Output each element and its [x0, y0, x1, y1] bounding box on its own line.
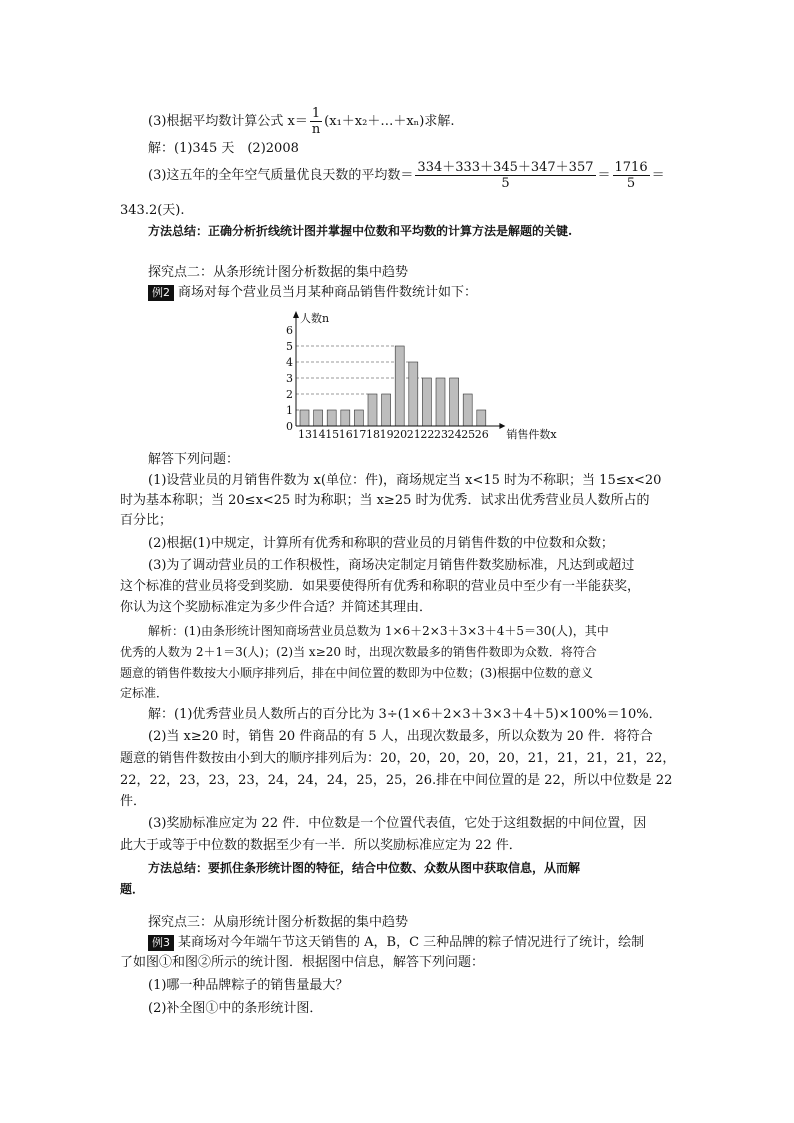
q1-line-1: (1)设营业员的月销售件数为 x(单位：件)，商场规定当 x<15 时为不称职；当 15≤x<20 — [148, 473, 662, 488]
solution-2-line-2: 题意的销售件数按由小到大的顺序排列后为：20，20，20，20，20，21，21，21，21，22， — [120, 751, 676, 766]
calc-fraction-1: $\frac{334+333+345+347+357}{5}$ — [417, 160, 594, 191]
example-2-badge: 例2 — [148, 285, 174, 301]
solution-2-line-3: 22，22，23，23，23，24，24，24，25，25，26.排在中间位置的是 22，所以中位数是 22 — [120, 773, 673, 788]
analysis-line-1: 解析：(1)由条形统计图知商场营业员总数为 1×6＋2×3＋3×3＋4＋5＝30(人)，其中 — [148, 624, 609, 638]
x-tick-label: 16 — [338, 428, 353, 441]
x-axis-arrow — [499, 423, 505, 429]
x-tick-label: 17 — [352, 428, 367, 441]
bar-22 — [422, 378, 431, 426]
formula-line — [148, 106, 455, 137]
y-tick-label: 3 — [286, 372, 293, 385]
answer-line: 解：(1)345 天 (2)2008 — [148, 141, 299, 156]
bar-25 — [463, 394, 472, 426]
bar-18 — [368, 394, 377, 426]
calc-fraction-2: $\frac{1716}{5}$ — [614, 160, 648, 191]
example-3-line-2: 了如图①和图②所示的统计图．根据图中信息，解答下列问题： — [120, 955, 485, 970]
summary-1: 方法总结：正确分析折线统计图并掌握中位数和平均数的计算方法是解题的关键. — [148, 224, 573, 238]
x-tick-label: 20 — [393, 428, 408, 441]
calc-result: 343.2(天). — [120, 203, 185, 218]
solution-2-line-1: (2)当 x≥20 时，销售 20 件商品的有 5 人，出现次数最多，所以众数为 20 件．将符合 — [148, 729, 653, 744]
analysis-line-3: 题意的销售件数按大小顺序排列后，排在中间位置的数即为中位数；(3)根据中位数的意义 — [120, 666, 594, 680]
bar-26 — [477, 410, 486, 426]
formula-suffix: (x₁＋x₂＋…＋xₙ)求解. — [324, 114, 455, 129]
x-tick-label: 18 — [366, 428, 380, 441]
part3-q2: (2)补全图①中的条形统计图． — [148, 1001, 323, 1016]
part3-q1: (1)哪一种品牌粽子的销售量最大？ — [148, 978, 349, 993]
y-tick-label: 5 — [286, 340, 293, 353]
x-tick-label: 24 — [447, 428, 462, 441]
example-3-badge: 例3 — [148, 935, 174, 951]
x-tick-label: 21 — [406, 428, 421, 441]
formula-prefix: (3)根据平均数计算公式 x＝ — [148, 114, 308, 129]
solution-3-line-1: (3)奖励标准应定为 22 件．中位数是一个位置代表值，它处于这组数据的中间位置，因 — [148, 816, 647, 831]
analysis-line-2: 优秀的人数为 2＋1＝3(人)；(2)当 x≥20 时，出现次数最多的销售件数即为众数．将符合 — [120, 645, 597, 659]
bar-21 — [409, 362, 418, 426]
y-tick-label: 0 — [286, 420, 293, 433]
y-axis-arrow — [293, 311, 299, 318]
bar-23 — [436, 378, 445, 426]
bar-15 — [327, 410, 336, 426]
analysis-line-4: 定标准． — [120, 686, 169, 700]
formula-fraction: $\frac{1}{n}$ — [311, 106, 321, 137]
bar-19 — [382, 394, 391, 426]
y-tick-label: 2 — [286, 388, 293, 401]
q3-line-2: 这个标准的营业员将受到奖励．如果要使得所有优秀和称职的营业员中至少有一半能获奖， — [120, 579, 641, 594]
x-axis-label: 销售件数x — [506, 428, 557, 441]
y-tick-label: 6 — [286, 324, 293, 337]
section-heading-3: 探究点三：从扇形统计图分析数据的集中趋势 — [148, 915, 409, 930]
q1-line-3: 百分比； — [120, 513, 173, 528]
x-tick-label: 22 — [420, 428, 435, 441]
y-axis-label: 人数n — [300, 312, 330, 325]
y-tick-label: 1 — [286, 404, 293, 417]
x-tick-label: 19 — [379, 428, 394, 441]
y-tick-labels — [286, 324, 293, 433]
q1-line-2: 时为基本称职；当 20≤x<25 时为称职；当 x≥25 时为优秀．试求出优秀营业员人数所占的 — [120, 493, 650, 508]
q3-line-3: 你认为这个奖励标准定为多少件合适？并简述其理由． — [120, 600, 433, 615]
q2-line: (2)根据(1)中规定，计算所有优秀和称职的营业员的月销售件数的中位数和众数； — [148, 536, 614, 551]
summary-2-line-1: 方法总结：要抓住条形统计图的特征，结合中位数、众数从图中获取信息，从而解 — [148, 861, 581, 875]
x-tick-label: 23 — [434, 428, 448, 441]
q3-line-1: (3)为了调动营业员的工作积极性，商场决定制定月销售件数奖励标准，凡达到或超过 — [148, 558, 635, 573]
question-intro: 解答下列问题： — [148, 452, 240, 467]
bar-13 — [300, 410, 309, 426]
chart-bars — [300, 346, 486, 426]
bar-chart — [278, 310, 557, 441]
bar-14 — [314, 410, 323, 426]
bar-17 — [354, 410, 363, 426]
example-3-line-1: 例3 某商场对今年端午节这天销售的 A，B，C 三种品牌的粽子情况进行了统计，绘制 — [148, 934, 644, 952]
bar-24 — [450, 378, 459, 426]
summary-2-line-2: 题． — [120, 882, 145, 896]
bar-20 — [395, 346, 404, 426]
x-tick-label: 14 — [311, 428, 326, 441]
solution-3-line-2: 此大于或等于中位数的数据至少有一半．所以奖励标准应定为 22 件． — [120, 838, 522, 853]
bar-16 — [341, 410, 350, 426]
example-2-line: 例2 商场对每个营业员当月某种商品销售件数统计如下： — [148, 284, 477, 302]
x-tick-label: 13 — [298, 428, 312, 441]
solution-2-line-4: 件． — [120, 794, 147, 809]
x-tick-label: 25 — [461, 428, 476, 441]
y-tick-label: 4 — [286, 356, 293, 369]
x-tick-label: 15 — [325, 428, 340, 441]
solution-1: 解：(1)优秀营业员人数所占的百分比为 3÷(1×6＋2×3＋3×3＋4＋5)×100%＝10%． — [148, 707, 662, 722]
section-heading-2: 探究点二：从条形统计图分析数据的集中趋势 — [148, 265, 409, 280]
x-tick-label: 26 — [474, 428, 489, 441]
calc-line: (3)这五年的全年空气质量优良天数的平均数＝ $\frac{334+333+345+347+357}{5}$ ＝ $\frac{1716}{5}$ ＝ — [148, 160, 665, 191]
x-tick-labels — [298, 428, 489, 441]
